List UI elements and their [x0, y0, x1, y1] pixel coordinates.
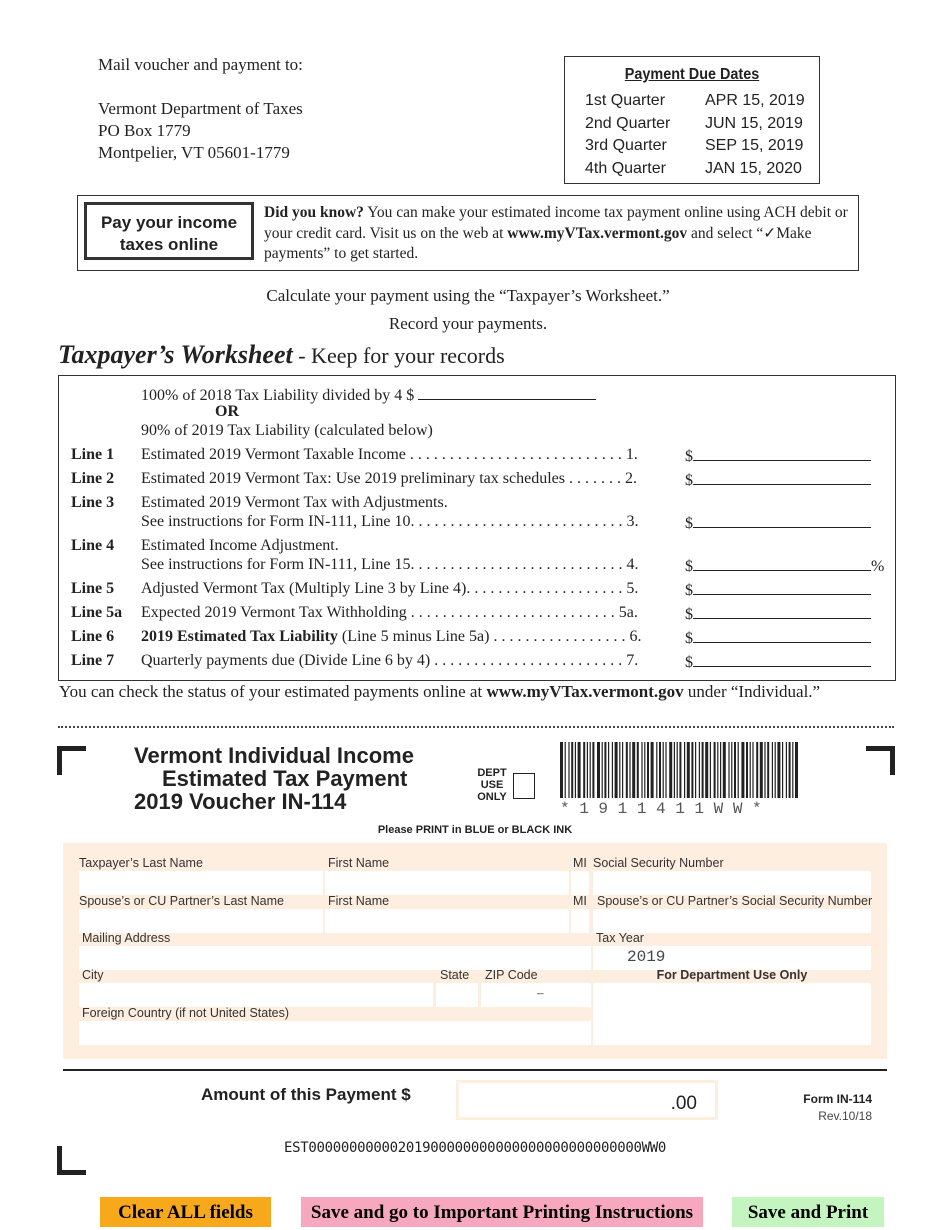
option-2-text: 90% of 2019 Tax Liability (calculated below): [141, 422, 433, 439]
amount-input[interactable]: [456, 1080, 718, 1120]
taxpayer-worksheet: [58, 375, 896, 681]
form-revision: Rev.10/18: [818, 1109, 872, 1123]
line-desc-rest: (Line 5 minus Line 5a) . . . . . . . . . . . . . . . . . 6.: [337, 628, 642, 645]
pay-online-button[interactable]: Pay your income taxes online: [84, 202, 254, 260]
instruction-text: Calculate your payment using the “Taxpayer’s Worksheet.”: [266, 286, 670, 305]
corner-mark-icon: [57, 746, 86, 775]
barcode-bar: [777, 742, 780, 798]
line-7-field[interactable]: [693, 652, 871, 667]
option-1-text: 100% of 2018 Tax Liability divided by 4 $: [141, 387, 415, 404]
line-desc: Estimated Income Adjustment.: [141, 537, 339, 554]
last-name-input[interactable]: [79, 871, 323, 895]
barcode-bar: [571, 742, 573, 798]
save-printing-instructions-button[interactable]: Save and go to Important Printing Instructions: [301, 1197, 703, 1227]
worksheet-heading: Taxpayer’s Worksheet: [58, 340, 293, 369]
tax-year-field: [593, 946, 871, 970]
barcode-icon: [560, 742, 802, 798]
worksheet-subtitle: - Keep for your records: [292, 343, 505, 368]
address-input[interactable]: [79, 946, 591, 970]
online-text: You can make your estimated income tax payment online using ACH debit or your credit card. Visit us on the web at: [264, 204, 848, 242]
due-row: [565, 135, 819, 158]
line-label: Line 4: [71, 537, 115, 554]
barcode-bar: [578, 742, 581, 798]
spouse-first-name-input[interactable]: [325, 909, 569, 933]
barcode-bar: [677, 742, 678, 798]
barcode-bar: [615, 742, 618, 798]
due-row: [565, 90, 819, 113]
dollar-sign: $: [685, 606, 693, 623]
scanline: EST00000000000201900000000000000000000000000WW0: [283, 1140, 667, 1156]
quarter: 3rd Quarter: [585, 137, 667, 154]
status-text-part: You can check the status of your estimated payments online at: [59, 682, 487, 701]
barcode-bar: [659, 742, 661, 798]
worksheet-title: [58, 340, 505, 370]
mail-line: PO Box 1779: [98, 121, 191, 140]
line-label: Line 1: [71, 446, 115, 463]
country-input[interactable]: [79, 1021, 591, 1045]
dept-text: ONLY: [477, 791, 507, 803]
voucher-title-line: 2019 Voucher IN-114: [134, 789, 347, 814]
barcode-bar: [679, 742, 681, 798]
barcode-bar: [644, 742, 645, 798]
line-4-field[interactable]: [693, 556, 871, 571]
line-6-field[interactable]: [693, 628, 871, 643]
barcode-bar: [629, 742, 630, 798]
barcode-bar: [597, 742, 600, 798]
amount-cents: .00: [670, 1093, 697, 1114]
mi-input[interactable]: [571, 871, 589, 895]
due-row: [565, 113, 819, 136]
quarter: 2nd Quarter: [585, 114, 671, 132]
barcode-bar: [699, 742, 700, 798]
barcode-bar: [717, 742, 718, 798]
barcode-bar: [723, 742, 726, 798]
barcode-bar: [665, 742, 666, 798]
field-label: MI: [573, 894, 587, 908]
mailing-instructions: [98, 54, 303, 164]
line-desc: Estimated 2019 Vermont Tax with Adjustments.: [141, 494, 448, 511]
quarter: 4th Quarter: [585, 159, 666, 177]
barcode-bar: [792, 742, 793, 798]
first-name-input[interactable]: [325, 871, 569, 895]
city-input[interactable]: [79, 983, 433, 1007]
barcode-bar: [632, 742, 635, 798]
dollar-sign: $: [685, 630, 693, 647]
barcode-bar: [687, 742, 690, 798]
barcode-bar: [702, 742, 704, 798]
status-url-link[interactable]: www.myVTax.vermont.gov: [486, 682, 684, 701]
line-desc: See instructions for Form IN-111, Line 10. . . . . . . . . . . . . . . . . . . . . . . . . . . 3.: [141, 513, 639, 530]
barcode-bar: [608, 742, 609, 798]
due-dates-title: Payment Due Dates: [624, 66, 760, 83]
field-label: Social Security Number: [593, 856, 724, 870]
taxpayer-info-form: [63, 843, 887, 1059]
mail-heading: Mail voucher and payment to:: [98, 55, 303, 74]
barcode-bar: [590, 742, 591, 798]
field-label: State: [440, 968, 470, 982]
field-label: Spouse’s or CU Partner’s Social Security Number: [597, 894, 873, 908]
dollar-sign: $: [685, 558, 693, 575]
due-date: JAN 15, 2020: [705, 159, 802, 177]
barcode-bar: [764, 742, 765, 798]
ssn-input[interactable]: [593, 871, 871, 895]
amount-label: Amount of this Payment $: [201, 1085, 411, 1104]
barcode-bar: [746, 742, 748, 798]
line-1-field[interactable]: [693, 446, 871, 461]
pay-online-box: [77, 195, 859, 271]
barcode-bar: [622, 742, 623, 798]
barcode-bar: [641, 742, 642, 798]
barcode-bar: [583, 742, 585, 798]
barcode-bar: [738, 742, 739, 798]
barcode-bar: [728, 742, 729, 798]
percent-sign: %: [871, 558, 885, 575]
barcode-bar: [731, 742, 732, 798]
save-and-print-button[interactable]: Save and Print: [732, 1197, 884, 1227]
instruction-text: Record your payments.: [388, 314, 548, 333]
field-label: Taxpayer’s Last Name: [79, 856, 203, 870]
line-label: Line 3: [71, 494, 115, 511]
line-2-field[interactable]: [693, 470, 871, 485]
field-label: Spouse’s or CU Partner’s Last Name: [79, 894, 284, 908]
dollar-sign: $: [685, 515, 693, 532]
barcode-bar: [720, 742, 721, 798]
field-label: First Name: [328, 856, 390, 870]
line-label: Line 2: [71, 470, 115, 487]
dept-use-box: [513, 773, 535, 799]
barcode-bar: [741, 742, 744, 798]
barcode-bar: [560, 742, 563, 798]
barcode-bar: [684, 742, 685, 798]
barcode-bar: [651, 742, 654, 798]
spouse-ssn-input[interactable]: [593, 909, 871, 933]
did-you-know-text: [264, 203, 854, 265]
line-desc: Quarterly payments due (Divide Line 6 by 4) . . . . . . . . . . . . . . . . . . . . . . . . 7.: [141, 652, 639, 669]
state-input[interactable]: [436, 983, 478, 1007]
barcode-bar: [756, 742, 758, 798]
barcode-bar: [565, 742, 566, 798]
barcode-bar: [789, 742, 791, 798]
barcode-bar: [772, 742, 773, 798]
form-id: Form IN-114: [803, 1092, 872, 1106]
due-date: JUN 15, 2019: [705, 114, 803, 132]
barcode-bar: [795, 742, 798, 798]
clear-all-fields-button[interactable]: Clear ALL fields: [100, 1197, 271, 1227]
barcode-bar: [619, 742, 620, 798]
barcode-bar: [626, 742, 628, 798]
zip-input[interactable]: [481, 983, 591, 1007]
option-1-field[interactable]: [418, 385, 596, 400]
line-3-field[interactable]: [693, 513, 871, 528]
barcode-bar: [714, 742, 716, 798]
payment-due-dates: [564, 56, 820, 184]
barcode-bar: [647, 742, 649, 798]
line-desc: Estimated 2019 Vermont Taxable Income . . . . . . . . . . . . . . . . . . . . . . . . . . . 1.: [141, 446, 638, 463]
line-desc: Adjusted Vermont Tax (Multiply Line 3 by Line 4). . . . . . . . . . . . . . . . . . . . 5.: [141, 580, 639, 597]
barcode-bar: [663, 742, 664, 798]
due-date: SEP 15, 2019: [705, 137, 804, 154]
barcode-bar: [775, 742, 776, 798]
barcode-bar: [710, 742, 711, 798]
barcode-bar: [760, 742, 763, 798]
field-label: MI: [573, 856, 587, 870]
zip-dash: –: [537, 985, 544, 1000]
mail-line: Vermont Department of Taxes: [98, 99, 303, 118]
due-row: [565, 158, 819, 181]
line-label: Line 7: [71, 652, 115, 669]
barcode-bar: [637, 742, 639, 798]
line-desc: Estimated 2019 Vermont Tax: Use 2019 preliminary tax schedules . . . . . . . 2.: [141, 470, 637, 487]
spouse-mi-input[interactable]: [571, 909, 589, 933]
line-label: Line 5: [71, 580, 115, 597]
voucher-title-line: Estimated Tax Payment: [162, 766, 408, 791]
line-5a-field[interactable]: [693, 604, 871, 619]
dollar-sign: $: [685, 654, 693, 671]
line-label: Line 5a: [71, 604, 123, 621]
barcode-bar: [752, 742, 753, 798]
barcode-bar: [767, 742, 769, 798]
barcode-bar: [695, 742, 696, 798]
divider: [63, 1069, 887, 1071]
line-desc: See instructions for Form IN-111, Line 15. . . . . . . . . . . . . . . . . . . . . . . . . . . 4.: [141, 556, 639, 573]
field-label: Foreign Country (if not United States): [82, 1006, 290, 1020]
barcode-bar: [786, 742, 787, 798]
barcode-bar: [782, 742, 783, 798]
online-url-link[interactable]: www.myVTax.vermont.gov: [507, 224, 688, 242]
barcode-bar: [587, 742, 588, 798]
dept-text: USE: [480, 779, 504, 791]
barcode-bar: [592, 742, 594, 798]
field-label: Mailing Address: [82, 931, 171, 945]
corner-mark-icon: [866, 746, 895, 775]
due-date: APR 15, 2019: [705, 92, 805, 109]
barcode-bar: [602, 742, 603, 798]
dollar-sign: $: [685, 472, 693, 489]
tax-year-value: 2019: [627, 948, 666, 966]
did-you-know-lead: Did you know?: [264, 204, 364, 221]
dept-use-label: [472, 767, 512, 803]
mail-line: Montpelier, VT 05601-1779: [98, 143, 290, 162]
line-label: Line 6: [71, 628, 115, 645]
barcode-bar: [604, 742, 606, 798]
cut-line: [58, 726, 894, 728]
status-text: [59, 682, 820, 702]
barcode-bar: [691, 742, 693, 798]
online-text: and select “✓Make payments” to get started.: [264, 224, 812, 262]
barcode-text: * 1 9 1 1 4 1 1 W W *: [560, 800, 762, 818]
field-label: For Department Use Only: [656, 968, 808, 982]
voucher-title-line: Vermont Individual Income: [134, 743, 414, 768]
barcode-bar: [734, 742, 736, 798]
line-5-field[interactable]: [693, 580, 871, 595]
quarter: 1st Quarter: [585, 92, 666, 109]
voucher-title: [134, 744, 414, 813]
line-desc: Expected 2019 Vermont Tax Withholding . . . . . . . . . . . . . . . . . . . . . . . . . . 5a.: [141, 604, 638, 621]
line-desc-bold: 2019 Estimated Tax Liability: [141, 628, 338, 645]
line-desc: [141, 628, 641, 646]
field-label: Tax Year: [596, 931, 644, 945]
barcode-bar: [575, 742, 576, 798]
barcode-bar: [656, 742, 657, 798]
dept-text: DEPT: [477, 767, 507, 779]
barcode-bar: [674, 742, 675, 798]
barcode-bar: [669, 742, 672, 798]
print-note: Please PRINT in BLUE or BLACK INK: [377, 824, 573, 836]
or-label: OR: [215, 403, 239, 420]
barcode-bar: [705, 742, 708, 798]
dept-use-area: [593, 983, 871, 1045]
field-label: First Name: [328, 894, 390, 908]
dollar-sign: $: [685, 582, 693, 599]
barcode-bar: [612, 742, 613, 798]
field-label: City: [82, 968, 104, 982]
barcode-bar: [568, 742, 569, 798]
dollar-sign: $: [685, 448, 693, 465]
field-label: ZIP Code: [485, 968, 538, 982]
spouse-last-name-input[interactable]: [79, 909, 323, 933]
status-text-part: under “Individual.”: [683, 682, 821, 701]
barcode-bar: [750, 742, 751, 798]
